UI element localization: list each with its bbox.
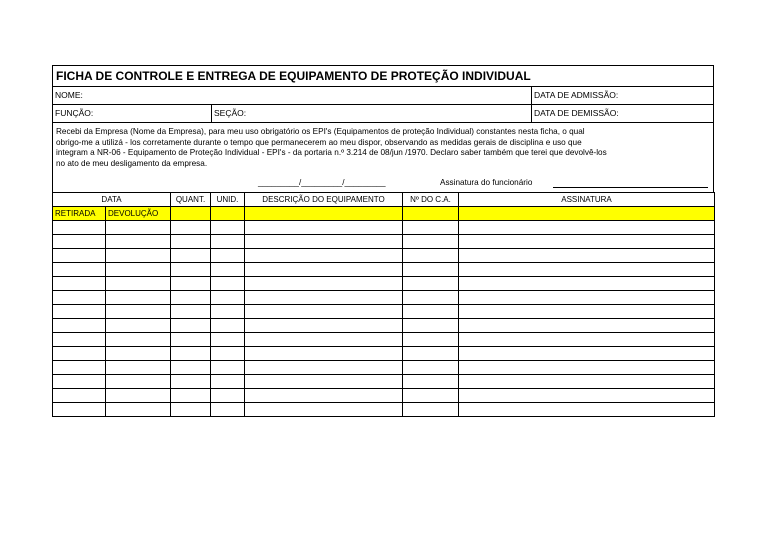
table-cell[interactable] (53, 221, 106, 235)
demissao-field[interactable]: DATA DE DEMISSÃO: (531, 105, 713, 122)
table-cell[interactable] (171, 207, 211, 221)
table-cell[interactable] (245, 319, 403, 333)
table-cell[interactable] (403, 389, 459, 403)
table-cell[interactable] (106, 333, 171, 347)
signature-label: Assinatura do funcionário (440, 178, 533, 187)
table-cell[interactable] (211, 361, 245, 375)
table-cell[interactable] (403, 221, 459, 235)
signature-field[interactable] (553, 187, 708, 188)
declaration-line: no ato de meu desligamento da empresa. (56, 158, 208, 168)
declaration-block (52, 123, 714, 192)
table-cell[interactable] (106, 375, 171, 389)
table-row (53, 291, 715, 305)
table-cell[interactable] (459, 291, 715, 305)
row-funcao (52, 105, 714, 123)
table-cell[interactable] (459, 361, 715, 375)
epi-form (52, 65, 714, 417)
table-cell[interactable] (403, 291, 459, 305)
table-cell[interactable] (403, 277, 459, 291)
table-cell[interactable] (53, 291, 106, 305)
table-cell[interactable] (459, 305, 715, 319)
table-cell[interactable] (211, 291, 245, 305)
header-data: DATA (53, 193, 171, 207)
table-cell[interactable] (459, 277, 715, 291)
table-cell[interactable] (211, 263, 245, 277)
table-cell[interactable] (211, 207, 245, 221)
header-ca: Nº DO C.A. (403, 193, 459, 207)
table-cell[interactable] (459, 389, 715, 403)
header-descricao: DESCRIÇÃO DO EQUIPAMENTO (245, 193, 403, 207)
table-cell[interactable] (106, 249, 171, 263)
table-cell[interactable] (459, 403, 715, 417)
declaration-line: obrigo-me a utilizá - los corretamente durante o tempo que permanecerem ao meu dispor, observando as medidas gerais de disciplina e uso que (56, 137, 582, 147)
table-row (53, 305, 715, 319)
table-cell[interactable] (211, 319, 245, 333)
table-cell[interactable] (171, 291, 211, 305)
table-cell[interactable] (245, 305, 403, 319)
admissao-field[interactable]: DATA DE ADMISSÃO: (531, 87, 713, 104)
table-row (53, 263, 715, 277)
table-cell[interactable] (211, 305, 245, 319)
table-cell[interactable] (211, 235, 245, 249)
table-cell[interactable] (106, 319, 171, 333)
table-cell[interactable] (403, 319, 459, 333)
table-cell[interactable] (171, 319, 211, 333)
table-cell[interactable] (211, 277, 245, 291)
table-cell[interactable] (53, 277, 106, 291)
table-cell[interactable] (403, 263, 459, 277)
table-cell[interactable] (171, 263, 211, 277)
table-cell[interactable] (171, 389, 211, 403)
table-cell[interactable] (53, 319, 106, 333)
table-cell[interactable] (245, 361, 403, 375)
table-cell[interactable] (459, 319, 715, 333)
table-cell[interactable] (106, 221, 171, 235)
table-cell[interactable] (106, 361, 171, 375)
table-row (53, 375, 715, 389)
table-cell[interactable] (171, 235, 211, 249)
table-cell[interactable] (459, 375, 715, 389)
table-cell[interactable] (106, 347, 171, 361)
table-cell[interactable] (53, 333, 106, 347)
table-cell[interactable] (211, 221, 245, 235)
table-cell[interactable] (403, 403, 459, 417)
subheader-retirada: RETIRADA (53, 207, 106, 221)
table-cell[interactable] (106, 235, 171, 249)
table-cell[interactable] (403, 333, 459, 347)
subheader-devolucao: DEVOLUÇÃO (106, 207, 171, 221)
form-title: FICHA DE CONTROLE E ENTREGA DE EQUIPAMENTO DE PROTEÇÃO INDIVIDUAL (52, 65, 714, 87)
date-blanks[interactable]: _________/_________/_________ (258, 178, 386, 187)
table-cell[interactable] (53, 235, 106, 249)
table-cell[interactable] (171, 403, 211, 417)
table-cell[interactable] (403, 375, 459, 389)
table-cell[interactable] (211, 389, 245, 403)
table-row (53, 347, 715, 361)
table-row (53, 389, 715, 403)
table-cell[interactable] (245, 389, 403, 403)
table-cell[interactable] (211, 347, 245, 361)
table-cell[interactable] (53, 305, 106, 319)
table-subheader-row (53, 207, 715, 221)
table-cell[interactable] (171, 277, 211, 291)
table-cell[interactable] (106, 263, 171, 277)
table-cell[interactable] (53, 347, 106, 361)
table-cell[interactable] (459, 263, 715, 277)
table-cell[interactable] (245, 249, 403, 263)
table-header-row (53, 193, 715, 207)
table-cell[interactable] (245, 291, 403, 305)
table-cell[interactable] (403, 249, 459, 263)
table-cell[interactable] (245, 333, 403, 347)
header-quant: QUANT. (171, 193, 211, 207)
epi-table (52, 192, 715, 417)
table-cell[interactable] (171, 305, 211, 319)
table-cell[interactable] (403, 347, 459, 361)
table-cell[interactable] (53, 249, 106, 263)
table-cell[interactable] (171, 361, 211, 375)
table-cell[interactable] (211, 249, 245, 263)
table-cell[interactable] (171, 221, 211, 235)
table-row (53, 221, 715, 235)
secao-field[interactable]: SEÇÃO: (211, 105, 531, 122)
table-row (53, 277, 715, 291)
table-cell[interactable] (211, 403, 245, 417)
table-cell[interactable] (171, 249, 211, 263)
table-cell[interactable] (106, 277, 171, 291)
table-cell[interactable] (171, 347, 211, 361)
table-cell[interactable] (459, 207, 715, 221)
table-cell[interactable] (403, 305, 459, 319)
table-cell[interactable] (53, 403, 106, 417)
table-cell[interactable] (459, 235, 715, 249)
table-cell[interactable] (53, 263, 106, 277)
table-cell[interactable] (245, 403, 403, 417)
header-unid: UNID. (211, 193, 245, 207)
table-cell[interactable] (459, 249, 715, 263)
table-cell[interactable] (106, 403, 171, 417)
table-row (53, 361, 715, 375)
table-row (53, 403, 715, 417)
table-cell[interactable] (53, 389, 106, 403)
table-cell[interactable] (211, 333, 245, 347)
table-body (53, 221, 715, 417)
nome-field[interactable]: NOME: (55, 90, 83, 100)
header-assinatura: ASSINATURA (459, 193, 715, 207)
table-cell[interactable] (106, 389, 171, 403)
table-cell[interactable] (106, 291, 171, 305)
table-row (53, 333, 715, 347)
table-cell[interactable] (171, 333, 211, 347)
signature-line (53, 178, 713, 190)
declaration-line: Recebi da Empresa (Nome da Empresa), para meu uso obrigatório os EPI's (Equipamentos de proteção Individual) constantes nesta ficha, o qual (56, 127, 585, 136)
table-cell[interactable] (245, 263, 403, 277)
row-nome (52, 87, 714, 105)
table-cell[interactable] (245, 207, 403, 221)
table-cell[interactable] (211, 375, 245, 389)
table-cell[interactable] (403, 235, 459, 249)
table-row (53, 235, 715, 249)
table-cell[interactable] (53, 375, 106, 389)
declaration-line: integram a NR-06 - Equipamento de Proteção Individual - EPI's - da portaria n.º 3.214 de 08/jun /1970. Declaro saber também que terei que devolvê-los (56, 148, 607, 157)
table-cell[interactable] (245, 221, 403, 235)
table-cell[interactable] (245, 375, 403, 389)
table-cell[interactable] (403, 361, 459, 375)
table-cell[interactable] (245, 347, 403, 361)
table-cell[interactable] (459, 347, 715, 361)
table-cell[interactable] (459, 333, 715, 347)
table-cell[interactable] (53, 361, 106, 375)
table-row (53, 249, 715, 263)
table-row (53, 319, 715, 333)
table-cell[interactable] (245, 277, 403, 291)
funcao-field[interactable]: FUNÇÃO: (55, 108, 94, 118)
table-cell[interactable] (106, 305, 171, 319)
table-cell[interactable] (171, 375, 211, 389)
table-cell[interactable] (403, 207, 459, 221)
table-cell[interactable] (459, 221, 715, 235)
table-cell[interactable] (245, 235, 403, 249)
